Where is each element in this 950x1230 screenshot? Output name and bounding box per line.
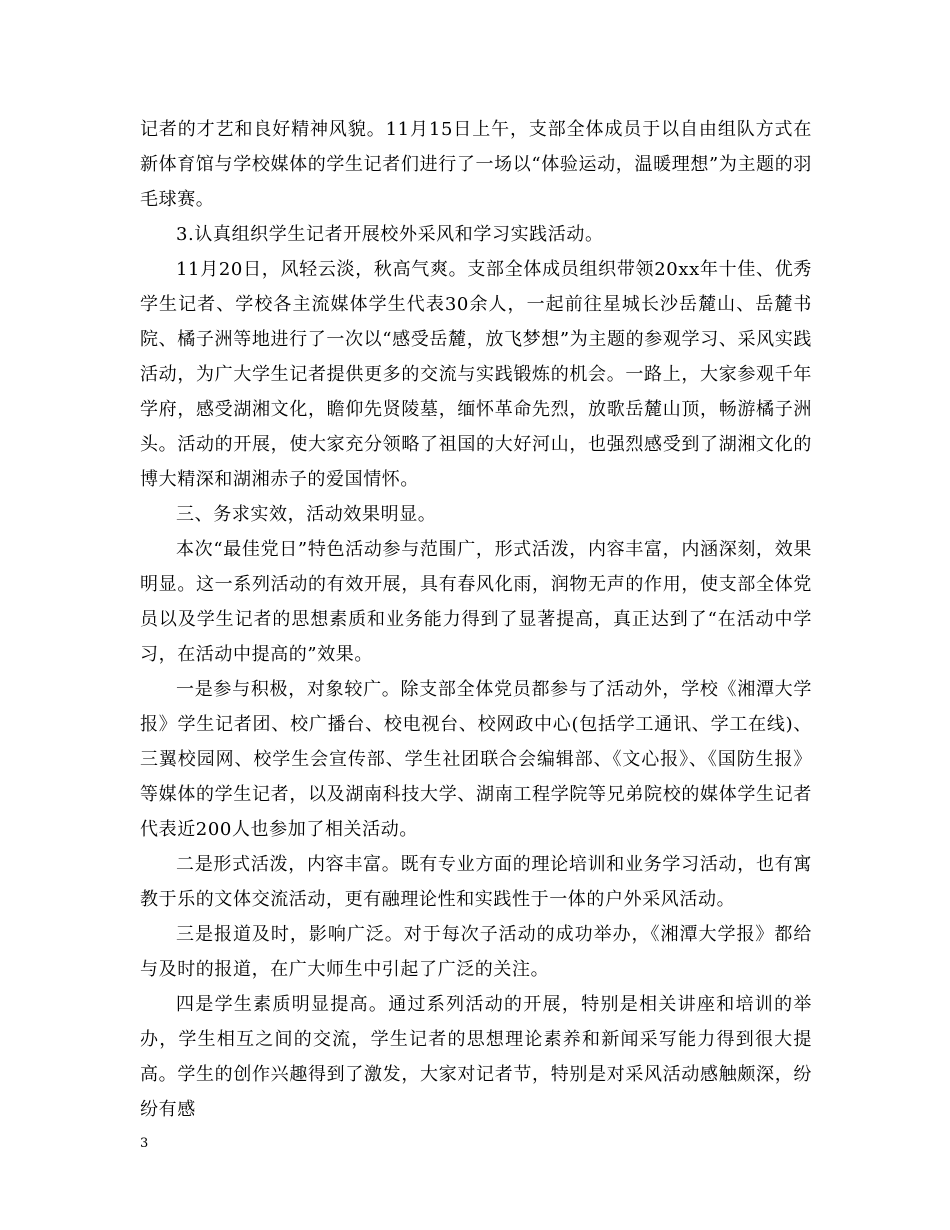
paragraph: 四是学生素质明显提高。通过系列活动的开展，特别是相关讲座和培训的举办，学生相互之间的交流，学生记者的思想理论素养和新闻采写能力得到很大提高。学生的创作兴趣得到了激发，大家对记者节，特别是对采风活动感触颇深，纷纷有感 [140, 994, 812, 1120]
paragraph: 记者的才艺和良好精神风貌。11月15日上午，支部全体成员于以自由组队方式在新体育馆与学校媒体的学生记者们进行了一场以“体验运动，温暖理想”为主题的羽毛球赛。 [140, 119, 812, 210]
section-heading: 三、务求实效，活动效果明显。 [176, 504, 437, 525]
page-number: 3 [140, 1136, 149, 1151]
document-body [140, 112, 812, 1127]
paragraph: 本次“最佳党日”特色活动参与范围广，形式活泼，内容丰富，内涵深刻，效果明显。这一系列活动的有效开展，具有春风化雨，润物无声的作用，使支部全体党员以及学生记者的思想素质和业务能力得到了显著提高，真正达到了“在活动中学习，在活动中提高的”效果。 [140, 539, 812, 665]
paragraph: 二是形式活泼，内容丰富。既有专业方面的理论培训和业务学习活动，也有寓教于乐的文体交流活动，更有融理论性和实践性于一体的户外采风活动。 [140, 854, 812, 910]
paragraph: 3.认真组织学生记者开展校外采风和学习实践活动。 [176, 224, 604, 245]
paragraph: 11月20日，风轻云淡，秋高气爽。支部全体成员组织带领20xx年十佳、优秀学生记者、学校各主流媒体学生代表30余人，一起前往星城长沙岳麓山、岳麓书院、橘子洲等地进行了一次以“感受岳麓，放飞梦想”为主题的参观学习、采风实践活动，为广大学生记者提供更多的交流与实践锻炼的机会。一路上，大家参观千年学府，感受湖湘文化，瞻仰先贤陵墓，缅怀革命先烈，放歌岳麓山顶，畅游橘子洲头。活动的开展，使大家充分领略了祖国的大好河山，也强烈感受到了湖湘文化的博大精深和湖湘赤子的爱国情怀。 [140, 259, 812, 490]
paragraph: 三是报道及时，影响广泛。对于每次子活动的成功举办，《湘潭大学报》都给与及时的报道，在广大师生中引起了广泛的关注。 [140, 924, 812, 980]
paragraph: 一是参与积极，对象较广。除支部全体党员都参与了活动外，学校《湘潭大学报》学生记者团、校广播台、校电视台、校网政中心(包括学工通讯、学工在线)、三翼校园网、校学生会宣传部、学生社团联合会编辑部、《文心报》、《国防生报》等媒体的学生记者，以及湖南科技大学、湖南工程学院等兄弟院校的媒体学生记者代表近200人也参加了相关活动。 [140, 679, 812, 840]
